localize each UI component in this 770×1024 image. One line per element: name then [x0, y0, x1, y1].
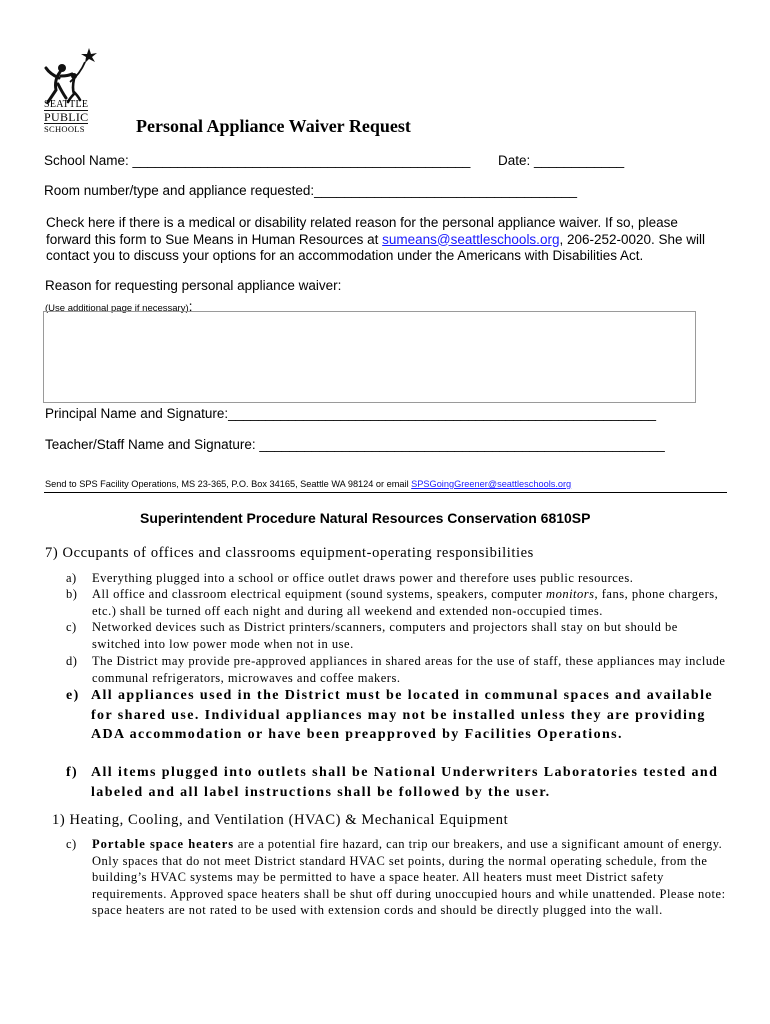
list-item-text-after: , fans, phone chargers, etc.) shall be turned off each night and during all weekend and extended non-occupied times. — [92, 587, 719, 618]
section-1-heading: 1) Heating, Cooling, and Ventilation (HVAC) & Mechanical Equipment — [52, 812, 509, 828]
medical-text-after: , 206-252-0020. She will contact you to discuss your options for an accommodation under the Americans with Disabilities Act. — [46, 231, 706, 263]
section-divider — [44, 492, 727, 493]
principal-signature-field[interactable]: Principal Name and Signature:_________________________________________________________ — [45, 406, 657, 421]
going-greener-email-link[interactable]: SPSGoingGreener@seattleschools.org — [411, 479, 572, 489]
list-item-label: e) — [66, 688, 80, 703]
list-item-text-before: All office and classroom electrical equipment (sound systems, speakers, computer — [92, 587, 547, 601]
list-item-text: All items plugged into outlets shall be National Underwriters Laboratories tested and labeled and all label instructions shall be followed by the user. — [91, 765, 719, 800]
list-item-label: a) — [66, 571, 77, 585]
procedure-title: Superintendent Procedure Natural Resources Conservation 6810SP — [140, 510, 591, 526]
hr-email-link[interactable]: sumeans@seattleschools.org — [382, 231, 560, 247]
medical-text-before: Check here if there is a medical or disability related reason for the personal appliance waiver. If so, please forward this form to Sue Means in Human Resources at — [46, 215, 678, 247]
section-7-heading: 7) Occupants of offices and classrooms equipment-operating responsibilities — [45, 545, 534, 561]
list-item-label: c) — [66, 837, 77, 851]
logo-line-public: PUBLIC — [44, 110, 89, 124]
list-item-label: b) — [66, 587, 78, 601]
logo-line-seattle: SEATTLE — [44, 99, 89, 110]
list-item-text-bold: Portable space heaters — [92, 837, 235, 851]
room-appliance-field[interactable]: Room number/type and appliance requested:___________________________________ — [44, 183, 577, 198]
list-item-label: c) — [66, 620, 77, 634]
send-text: Send to SPS Facility Operations, MS 23-365, P.O. Box 34165, Seattle WA 98124 or email — [45, 479, 412, 489]
list-item — [66, 570, 726, 587]
list-item — [66, 586, 726, 619]
list-item-text: Networked devices such as District printers/scanners, computers and projectors shall stay on but should be switched into low power mode when not in use. — [92, 620, 678, 651]
list-item — [66, 836, 726, 919]
reason-note-text: (Use additional page if necessary) — [45, 303, 189, 314]
list-item-text-italic: monitors — [546, 587, 595, 601]
list-item — [66, 686, 726, 745]
form-title: Personal Appliance Waiver Request — [136, 116, 411, 136]
list-item-text: The District may provide pre-approved appliances in shared areas for the use of staff, these appliances may include communal refrigerators, microwaves and coffee makers. — [92, 654, 726, 685]
list-item-text: All appliances used in the District must be located in communal spaces and available for shared use. Individual appliances may not be installed unless they are providing ADA accommodation or have been preapproved by Facilities Operations. — [91, 688, 714, 742]
list-item — [66, 763, 726, 802]
list-item-label: f) — [66, 765, 79, 780]
list-item — [66, 619, 726, 652]
logo-wordmark — [44, 100, 88, 134]
teacher-staff-signature-field[interactable]: Teacher/Staff Name and Signature: ______________________________________________________ — [45, 437, 665, 452]
send-instructions — [45, 479, 571, 489]
reason-note-colon: : — [188, 298, 193, 314]
list-item — [66, 653, 726, 686]
date-field[interactable]: Date: ____________ — [498, 153, 625, 168]
reason-label: Reason for requesting personal appliance waiver: — [45, 278, 342, 293]
list-item-text: Everything plugged into a school or office outlet draws power and therefore uses public resources. — [92, 571, 634, 585]
list-item-text — [92, 836, 726, 919]
reason-textarea[interactable] — [43, 311, 696, 403]
medical-disability-checkbox-text[interactable] — [46, 215, 706, 265]
list-item-text — [92, 586, 726, 619]
logo-star — [81, 48, 97, 63]
logo-line-schools: SCHOOLS — [44, 124, 85, 134]
list-item-text-body: are a potential fire hazard, can trip our breakers, and use a significant amount of energy. Only spaces that do not meet District standard HVAC set points, during the normal operating schedule, from the building’s HVAC systems may be permitted to have a space heater. All heaters must meet District safety requirements. Approved space heaters shall be shut off during unoccupied hours and while unattended. Please note: space heaters are not rated to be used with extension cords and should be directly plugged into the wall. — [92, 837, 726, 917]
school-name-field[interactable]: School Name: _____________________________________________ — [44, 153, 471, 168]
list-item-label: d) — [66, 654, 78, 668]
